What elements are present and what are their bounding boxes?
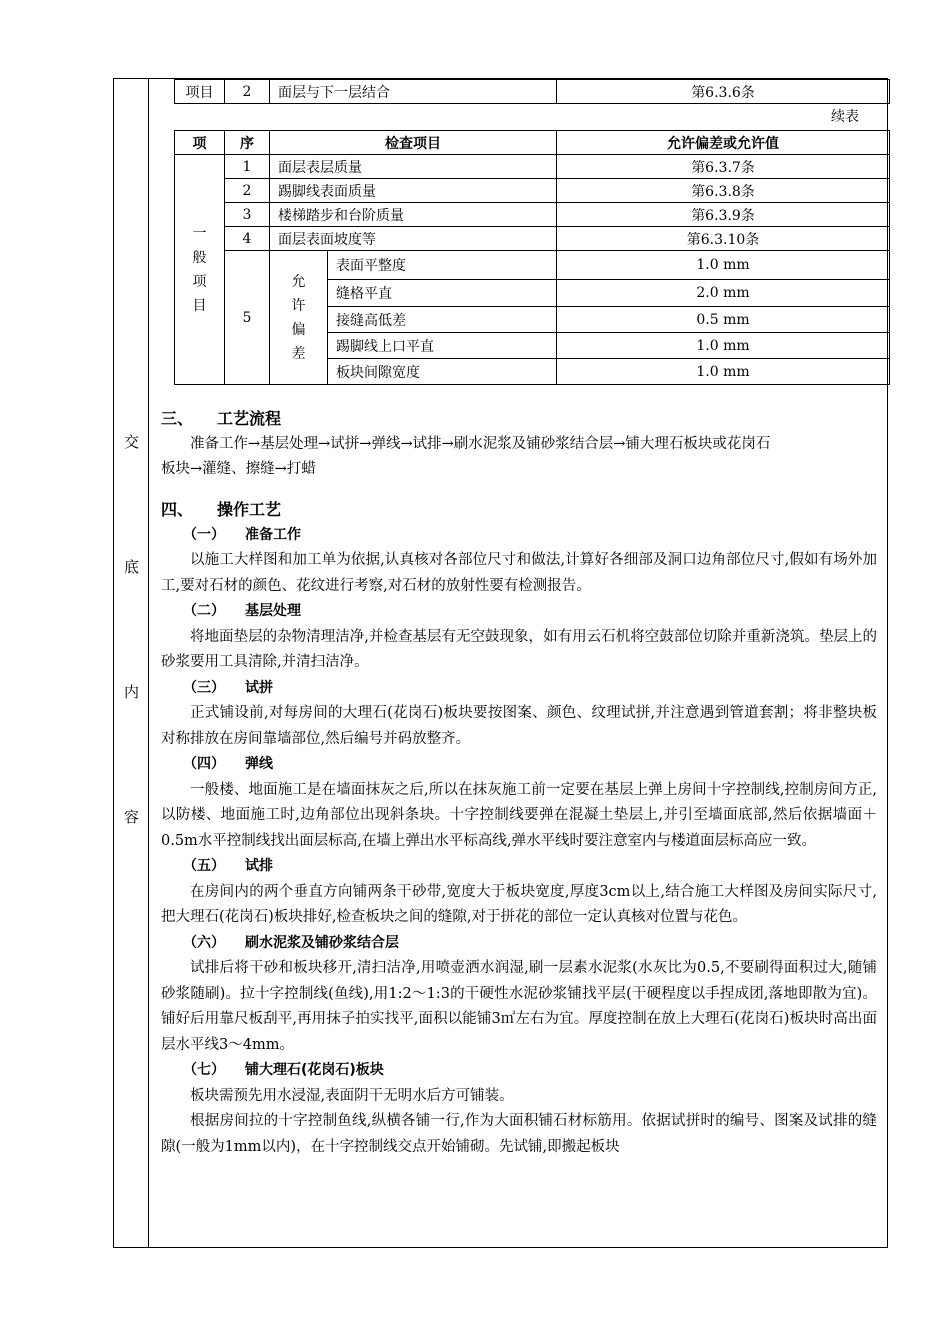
- table-row: [175, 80, 890, 104]
- subsection-heading: （三） 试拼: [183, 679, 273, 696]
- table-cell: 面层与下一层结合: [270, 80, 557, 104]
- row-number: 5: [225, 251, 270, 385]
- main-content: [149, 79, 887, 1247]
- row-number: 4: [225, 227, 270, 251]
- row-value: 第6.3.10条: [557, 227, 890, 251]
- tolerance-item: 接缝高低差: [328, 307, 557, 333]
- subsection-heading: （一） 准备工作: [183, 526, 301, 543]
- row-item: 面层表面坡度等: [270, 227, 557, 251]
- paragraph: 根据房间拉的十字控制鱼线,纵横各铺一行,作为大面积铺石材标筋用。依据试拼时的编号、图案及试排的缝隙(一般为1mm以内)，在十字控制线交点开始铺砌。先试铺,即搬起板块: [161, 1113, 877, 1155]
- subsection-heading: （二） 基层处理: [183, 603, 301, 619]
- table-row: [175, 227, 890, 251]
- row-number: 1: [225, 155, 270, 179]
- document-frame: [113, 78, 888, 1248]
- tolerance-value: 1.0 mm: [557, 251, 890, 280]
- tolerance-value: 0.5 mm: [557, 307, 890, 333]
- tolerance-value: 1.0 mm: [557, 359, 890, 385]
- row-value: 第6.3.7条: [557, 155, 890, 179]
- paragraph: 准备工作→基层处理→试拼→弹线→试排→刷水泥浆及铺砂浆结合层→铺大理石板块或花岗石: [190, 435, 771, 452]
- section-4: [161, 497, 877, 1160]
- side-label-char: 内: [123, 683, 139, 701]
- paragraph: 一般楼、地面施工是在墙面抹灰之后,所以在抹灰施工前一定要在基层上弹上房间十字控制线,控制房间方正,以防楼、地面施工时,边角部位出现斜条块。十字控制线要弹在混凝土垫层上,并引至墙面底部,然后依据墙面＋0.5m水平控制线找出面层标高,在墙上弹出水平标高线,弹水平线时要注意室内与楼道面层标高应一致。: [161, 781, 877, 849]
- table-header-row: [175, 131, 890, 155]
- row-item: 踢脚线表面质量: [270, 179, 557, 203]
- side-label-column: [114, 79, 149, 1247]
- subsection-heading: （七） 铺大理石(花岗石)板块: [183, 1062, 384, 1078]
- table-cell: 第6.3.6条: [557, 80, 890, 104]
- section-heading: 四、 操作工艺: [161, 500, 282, 519]
- paragraph: 板块需预先用水浸湿,表面阴干无明水后方可铺装。: [190, 1087, 514, 1104]
- paragraph: 试排后将干砂和板块移开,清扫洁净,用喷壶洒水润湿,刷一层素水泥浆(水灰比为0.5,不要刷得面积过大,随铺砂浆随刷)。拉十字控制线(鱼线),用1:2～1:3的干硬性水泥砂浆铺找平层(干硬程度以手捏成团,落地即散为宜)。铺好后用靠尺板刮平,再用抹子拍实找平,面积以能铺3㎡左右为宜。厚度控制在放上大理石(花岗石)板块时高出面层水平线3～4mm。: [161, 960, 877, 1053]
- table-cell: 项目: [175, 80, 225, 104]
- row-item: 楼梯踏步和台阶质量: [270, 203, 557, 227]
- tolerance-item: 踢脚线上口平直: [328, 333, 557, 359]
- group-label: 一 般 项 目: [175, 155, 225, 385]
- tolerance-value: 1.0 mm: [557, 333, 890, 359]
- table-row: [175, 203, 890, 227]
- tolerance-item: 缝格平直: [328, 280, 557, 307]
- subsection-heading: （四） 弹线: [183, 756, 273, 772]
- table-row: [175, 251, 890, 280]
- column-header: 项: [175, 131, 225, 155]
- subsection-heading: （六） 刷水泥浆及铺砂浆结合层: [183, 934, 399, 951]
- row-number: 3: [225, 203, 270, 227]
- column-header: 序: [225, 131, 270, 155]
- side-label-char: 容: [123, 808, 139, 826]
- tolerance-item: 表面平整度: [328, 251, 557, 280]
- tolerance-item: 板块间隙宽度: [328, 359, 557, 385]
- continued-label: 续表: [831, 109, 859, 125]
- paragraph: 将地面垫层的杂物清理洁净,并检查基层有无空鼓现象，如有用云石机将空鼓部位切除并重新浇筑。垫层上的砂浆要用工具清除,并清扫洁净。: [161, 628, 877, 670]
- side-label-char: 交: [123, 433, 139, 451]
- row-number: 2: [225, 179, 270, 203]
- row-item: 面层表层质量: [270, 155, 557, 179]
- table-cell: 2: [225, 80, 270, 104]
- row-value: 第6.3.8条: [557, 179, 890, 203]
- paragraph: 正式铺设前,对每房间的大理石(花岗石)板块要按图案、颜色、纹理试拼,并注意遇到管道套割；将非整块板对称排放在房间靠墙部位,然后编号并码放整齐。: [161, 705, 877, 747]
- table-row: [175, 179, 890, 203]
- paragraph: 板块→灌缝、擦缝→打蜡: [161, 461, 316, 477]
- tolerance-label: 允 许 偏 差: [270, 251, 328, 385]
- row-value: 第6.3.9条: [557, 203, 890, 227]
- subsection-heading: （五） 试排: [183, 858, 273, 874]
- section-heading: 三、 工艺流程: [161, 409, 282, 428]
- side-label-char: 底: [123, 558, 139, 576]
- column-header: 检查项目: [270, 131, 557, 155]
- table-row: [175, 155, 890, 179]
- section-3: [161, 406, 877, 483]
- paragraph: 在房间内的两个垂直方向铺两条干砂带,宽度大于板块宽度,厚度3cm以上,结合施工大样图及房间实际尺寸,把大理石(花岗石)板块排好,检查板块之间的缝隙,对于拼花的部位一定认真核对位置与花色。: [161, 883, 877, 925]
- top-row-table: [174, 79, 890, 104]
- column-header: 允许偏差或允许值: [557, 131, 890, 155]
- tolerance-value: 2.0 mm: [557, 280, 890, 307]
- inspection-table: [174, 130, 890, 385]
- paragraph: 以施工大样图和加工单为依据,认真核对各部位尺寸和做法,计算好各细部及洞口边角部位尺寸,假如有场外加工,要对石材的颜色、花纹进行考察,对石材的放射性要有检测报告。: [161, 552, 877, 594]
